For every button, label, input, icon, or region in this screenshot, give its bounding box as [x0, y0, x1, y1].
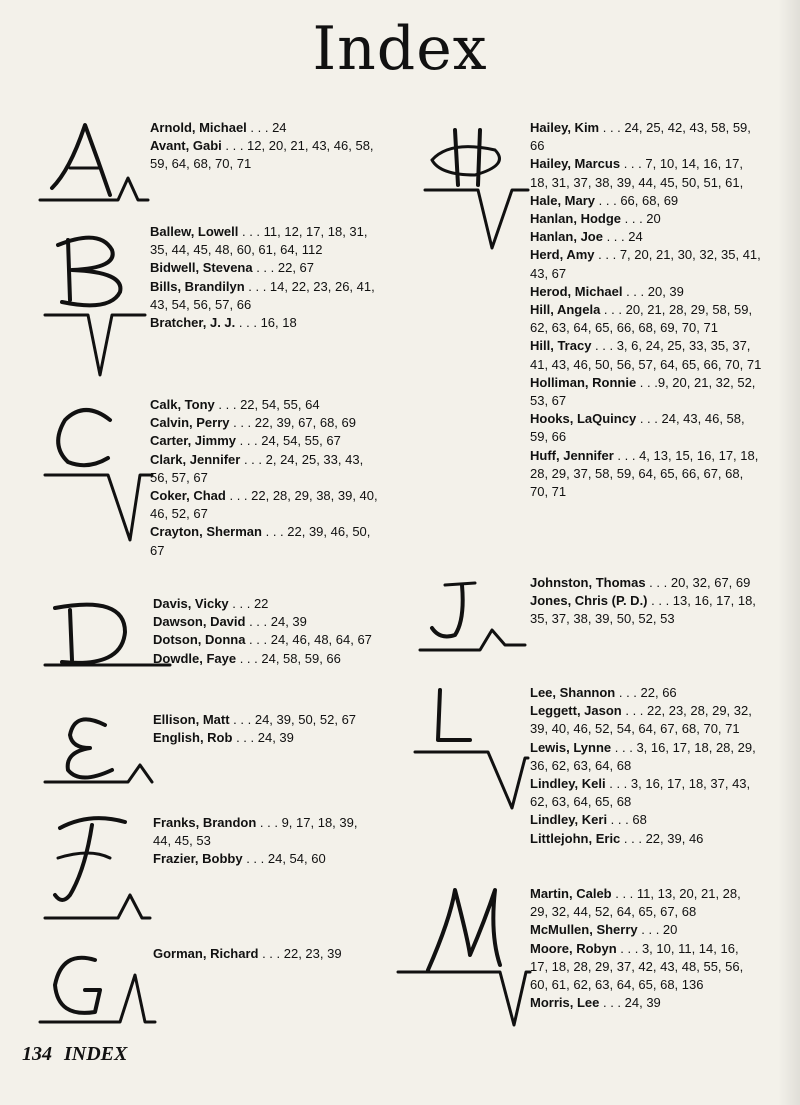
entry-pages: . . . 22, 28, 29, 38, 39, 40, 46, 52, 67	[150, 488, 378, 522]
entry-pages: . . . 7, 10, 14, 16, 17, 18, 31, 37, 38, 39, 44, 45, 50, 51, 61,	[530, 156, 744, 190]
entry-pages: . . . 3, 10, 11, 14, 16, 17, 18, 28, 29, 37, 42, 43, 48, 55, 56, 60, 61, 62, 63, 64, 65, 68, 136	[530, 940, 744, 993]
entry-pages: . . . 24, 39, 50, 52, 67	[229, 712, 357, 727]
letter-m-decoration	[398, 890, 530, 1025]
entry-name: Hailey, Kim	[530, 120, 600, 135]
entry-name: Hailey, Marcus	[530, 156, 621, 172]
entry-name: Dowdle, Faye	[153, 650, 237, 666]
section-a	[150, 119, 375, 174]
entry-pages: . . . 22, 39, 46	[620, 830, 704, 846]
entry-name: Carter, Jimmy	[150, 433, 236, 449]
index-entry	[150, 259, 380, 277]
entry-name: Holliman, Ronnie	[530, 374, 637, 390]
entry-pages: . . . 9, 17, 18, 39, 44, 45, 53	[153, 815, 358, 849]
index-entry	[530, 410, 762, 446]
entry-name: McMullen, Sherry	[530, 922, 638, 938]
entry-name: Arnold, Michael	[150, 120, 247, 135]
index-entry	[530, 246, 762, 282]
entry-name: Dotson, Donna	[153, 632, 246, 648]
index-entry	[530, 775, 762, 811]
entry-pages: . . . 24, 43, 46, 58, 59, 66	[530, 411, 745, 445]
entry-pages: . . . 24, 39	[245, 614, 307, 630]
entry-name: Coker, Chad	[150, 488, 226, 504]
entry-pages: . . . 11, 13, 20, 21, 28, 29, 32, 44, 52, 64, 65, 67, 68	[530, 886, 741, 920]
entry-name: Littlejohn, Eric	[530, 830, 621, 846]
index-entry	[530, 811, 762, 829]
entry-pages: . . . 20, 39	[622, 283, 684, 299]
entry-pages: . . . 7, 20, 21, 30, 32, 35, 41, 43, 67	[530, 247, 761, 281]
index-entry	[153, 945, 378, 963]
letter-g-decoration	[40, 958, 155, 1022]
index-entry	[530, 210, 762, 228]
index-entry	[530, 447, 762, 502]
index-entry	[153, 711, 373, 729]
entry-pages: . . . 3, 16, 17, 18, 28, 29, 36, 62, 63, 64, 68	[530, 739, 756, 773]
index-entry	[530, 684, 762, 702]
entry-pages: . . . 22	[228, 596, 269, 611]
entry-pages: . . . 24, 25, 42, 43, 58, 59, 66	[530, 120, 751, 154]
letter-a-decoration	[40, 125, 148, 200]
entry-name: Moore, Robyn	[530, 940, 617, 956]
index-entry	[530, 702, 762, 738]
entry-name: Lewis, Lynne	[530, 739, 612, 755]
entry-pages: . . . 2, 24, 25, 33, 43, 56, 57, 67	[150, 451, 364, 485]
entry-name: Bills, Brandilyn	[150, 278, 245, 294]
entry-name: Lee, Shannon	[530, 685, 616, 700]
page-title: Index	[312, 14, 488, 84]
entry-name: Lindley, Keri	[530, 812, 608, 828]
index-entry	[530, 921, 755, 939]
entry-name: Hill, Angela	[530, 302, 601, 318]
index-entry	[150, 432, 378, 450]
entry-pages: . . . 3, 6, 24, 25, 33, 35, 37, 41, 43, 46, 50, 56, 57, 64, 65, 66, 70, 71	[530, 338, 762, 372]
index-entry	[530, 374, 762, 410]
section-b	[150, 223, 380, 332]
index-entry	[530, 994, 755, 1012]
index-entry	[530, 739, 762, 775]
entry-name: Clark, Jennifer	[150, 451, 241, 467]
entry-name: Ellison, Matt	[153, 712, 230, 727]
entry-name: Lindley, Keli	[530, 776, 606, 792]
letter-e-decoration	[45, 719, 152, 782]
entry-pages: . . . 20	[637, 922, 678, 938]
index-entry	[530, 830, 762, 848]
entry-name: Hill, Tracy	[530, 338, 592, 354]
entry-name: Calk, Tony	[150, 397, 215, 412]
entry-pages: . . . 66, 68, 69	[595, 192, 679, 208]
entry-name: Dawson, David	[153, 614, 246, 630]
index-entry	[150, 396, 378, 414]
entry-name: Herod, Michael	[530, 283, 623, 299]
section-l	[530, 684, 762, 848]
index-entry	[150, 451, 378, 487]
entry-pages: . . . 4, 13, 15, 16, 17, 18, 28, 29, 37, 58, 59, 64, 65, 66, 67, 68, 70, 71	[530, 447, 759, 500]
entry-pages: . . . 3, 16, 17, 18, 37, 43, 62, 63, 64, 65, 68	[530, 776, 751, 810]
entry-pages: . . . 22, 39, 67, 68, 69	[229, 415, 356, 431]
index-entry	[530, 592, 760, 628]
index-entry	[530, 283, 762, 301]
entry-pages: . . . 24, 39	[232, 730, 294, 746]
index-entry	[150, 414, 378, 432]
entry-pages: . . . 68	[607, 812, 647, 828]
entry-pages: . . . 20, 21, 28, 29, 58, 59, 62, 63, 64, 65, 66, 68, 69, 70, 71	[530, 302, 753, 336]
entry-pages: . . . 24	[602, 229, 643, 245]
index-entry	[150, 487, 378, 523]
entry-name: Huff, Jennifer	[530, 447, 614, 463]
page-number: 134	[22, 1043, 52, 1065]
index-entry	[530, 574, 760, 592]
letter-d-decoration	[45, 605, 170, 665]
entry-name: English, Rob	[153, 730, 233, 746]
page-binding-shadow	[778, 0, 800, 1105]
index-entry	[530, 119, 762, 155]
index-entry	[530, 192, 762, 210]
entry-pages: . . . 24, 54, 55, 67	[236, 433, 341, 449]
entry-pages: . . . 22, 23, 39	[258, 946, 342, 961]
section-f	[153, 814, 368, 869]
letter-j-decoration	[420, 583, 525, 650]
section-c	[150, 396, 378, 560]
entry-pages: . . . 24, 58, 59, 66	[236, 650, 341, 666]
letter-h-decoration	[425, 130, 528, 248]
letter-b-decoration	[45, 238, 145, 375]
entry-name: Ballew, Lowell	[150, 224, 239, 239]
index-entry	[153, 613, 388, 631]
entry-name: Johnston, Thomas	[530, 575, 646, 590]
entry-name: Martin, Caleb	[530, 886, 612, 901]
entry-name: Jones, Chris (P. D.)	[530, 593, 648, 609]
index-entry	[153, 650, 388, 668]
index-entry	[153, 631, 388, 649]
entry-pages: . . . 22, 23, 28, 29, 32, 39, 40, 46, 52, 54, 64, 67, 68, 70, 71	[530, 703, 752, 737]
index-entry	[153, 595, 388, 613]
entry-name: Frazier, Bobby	[153, 851, 243, 867]
entry-pages: . . . 22, 66	[615, 685, 677, 700]
section-g	[153, 945, 378, 963]
footer-label: INDEX	[64, 1043, 128, 1065]
entry-name: Crayton, Sherman	[150, 524, 262, 540]
entry-pages: . . . 22, 67	[252, 260, 315, 276]
section-h	[530, 119, 762, 501]
entry-pages: . . . 24	[246, 120, 287, 135]
entry-pages: . . . 24, 46, 48, 64, 67	[245, 632, 372, 648]
entry-name: Davis, Vicky	[153, 596, 229, 611]
index-entry	[153, 814, 368, 850]
index-entry	[530, 940, 755, 995]
index-entry	[150, 137, 375, 173]
entry-name: Hooks, LaQuincy	[530, 411, 637, 427]
entry-name: Herd, Amy	[530, 247, 595, 263]
index-entry	[150, 278, 380, 314]
entry-pages: . . . 11, 12, 17, 18, 31, 35, 44, 45, 48, 60, 61, 64, 112	[150, 224, 368, 258]
section-j	[530, 574, 760, 629]
index-entry	[530, 301, 762, 337]
entry-pages: . . . 22, 54, 55, 64	[214, 397, 320, 412]
entry-name: Bidwell, Stevena	[150, 260, 253, 276]
entry-pages: . . . 16, 18	[235, 315, 297, 331]
entry-name: Leggett, Jason	[530, 703, 622, 719]
entry-name: Calvin, Perry	[150, 415, 230, 431]
entry-pages: . . . 14, 22, 23, 26, 41, 43, 54, 56, 57, 66	[150, 278, 375, 312]
entry-name: Hale, Mary	[530, 192, 596, 208]
index-entry	[150, 314, 380, 332]
index-entry	[530, 155, 762, 191]
entry-pages: . . . 22, 39, 46, 50, 67	[150, 524, 371, 558]
page-footer	[22, 1043, 139, 1066]
letter-l-decoration	[415, 690, 528, 808]
entry-pages: . . . 13, 16, 17, 18, 35, 37, 38, 39, 50, 52, 53	[530, 593, 756, 627]
entry-name: Hanlan, Hodge	[530, 211, 622, 227]
entry-pages: . . . 20	[621, 211, 661, 227]
entry-pages: . . . 24, 39	[599, 995, 661, 1011]
letter-f-decoration	[45, 818, 150, 918]
entry-pages: . . .9, 20, 21, 32, 52, 53, 67	[530, 374, 756, 409]
entry-name: Avant, Gabi	[150, 138, 222, 154]
index-entry	[530, 885, 755, 921]
index-entry	[150, 119, 375, 137]
letter-c-decoration	[45, 410, 152, 540]
index-entry	[150, 523, 378, 559]
entry-name: Bratcher, J. J.	[150, 315, 236, 331]
entry-name: Gorman, Richard	[153, 946, 259, 961]
entry-name: Franks, Brandon	[153, 815, 257, 830]
entry-name: Hanlan, Joe	[530, 229, 603, 245]
entry-pages: . . . 20, 32, 67, 69	[645, 575, 751, 590]
index-entry	[153, 850, 368, 868]
entry-name: Morris, Lee	[530, 995, 600, 1011]
section-m	[530, 885, 755, 1012]
index-entry	[530, 337, 762, 373]
section-d	[153, 595, 388, 668]
index-entry	[153, 729, 373, 747]
entry-pages: . . . 12, 20, 21, 43, 46, 58, 59, 64, 68, 70, 71	[150, 138, 374, 172]
section-e	[153, 711, 373, 747]
entry-pages: . . . 24, 54, 60	[242, 851, 326, 867]
index-entry	[150, 223, 380, 259]
index-entry	[530, 228, 762, 246]
